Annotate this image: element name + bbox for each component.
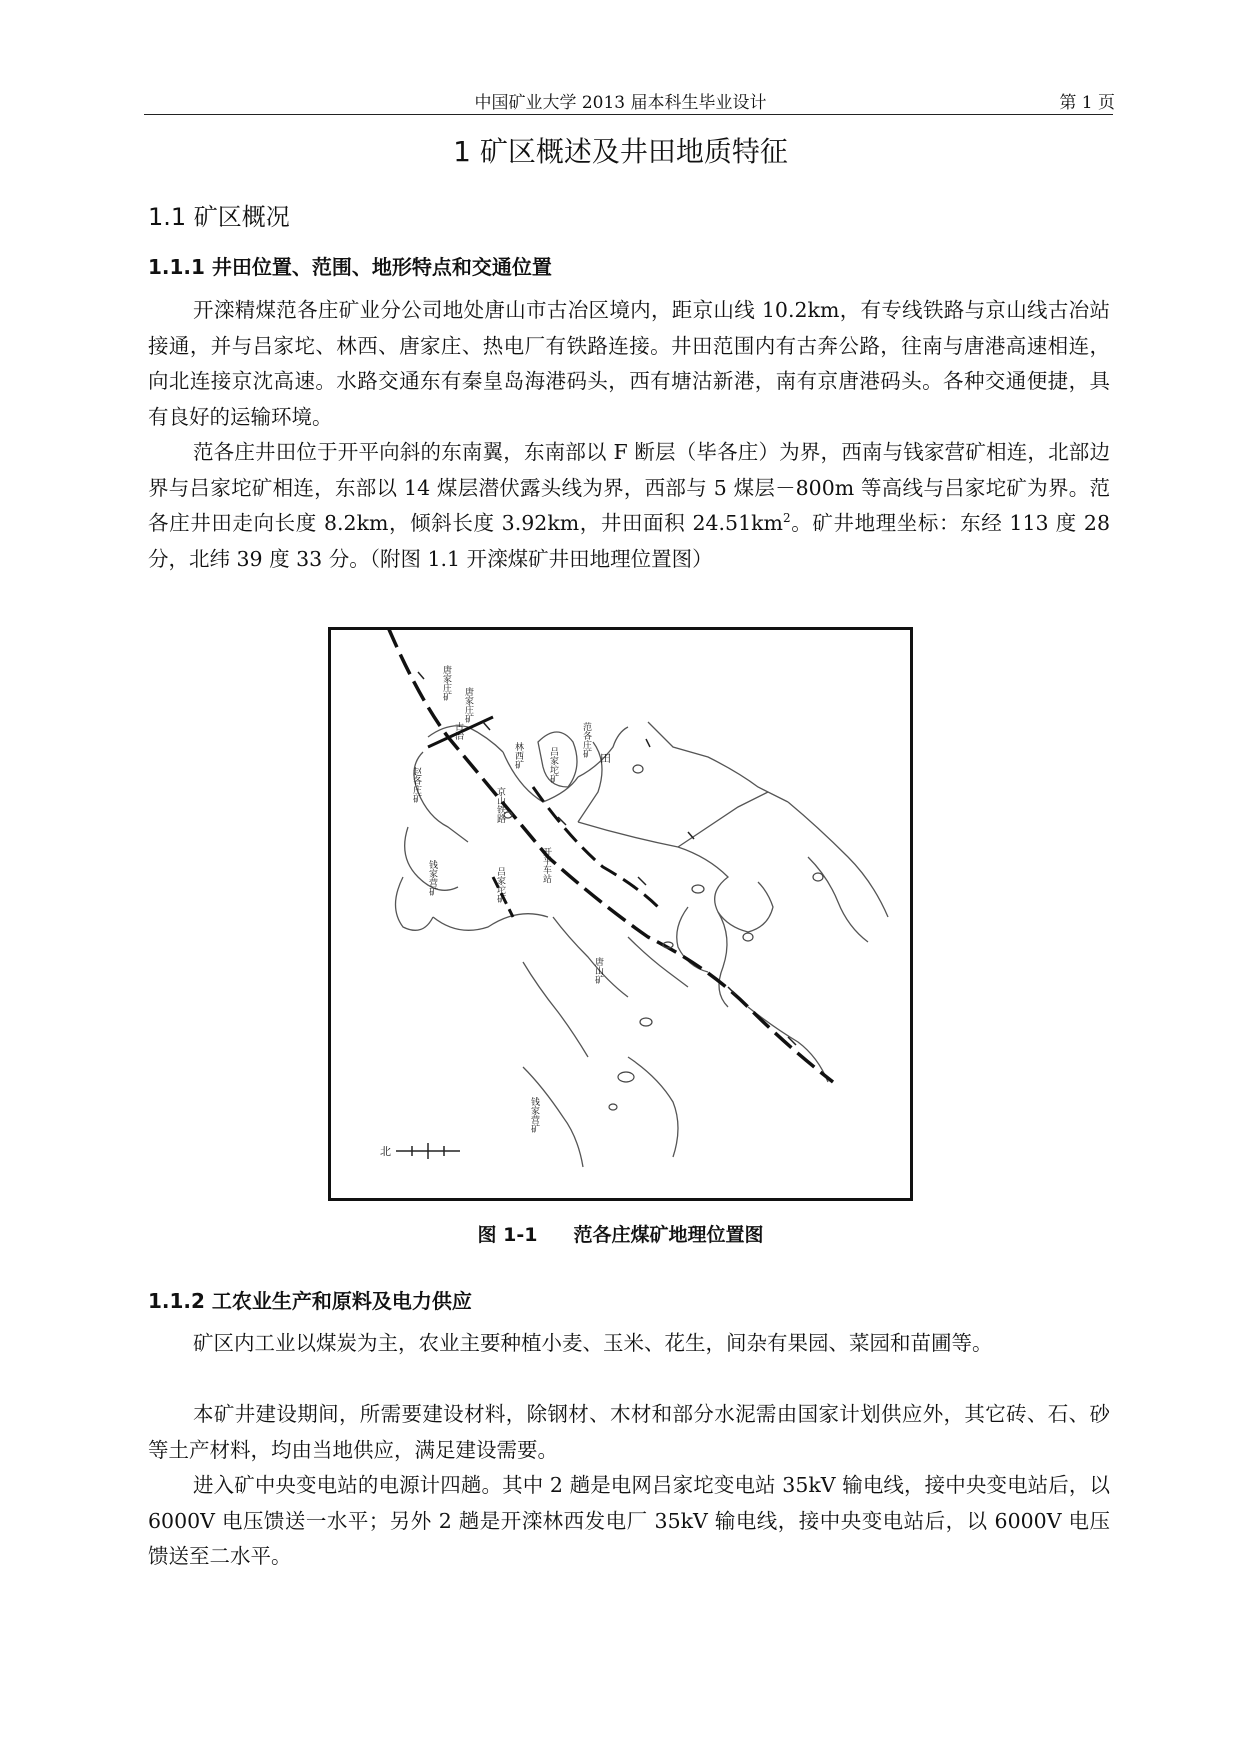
paragraph-industry: 矿区内工业以煤炭为主，农业主要种植小麦、玉米、花生，间杂有果园、菜园和苗圃等。 bbox=[193, 1331, 993, 1355]
section-heading-1-1-1: 1.1.1 井田位置、范围、地形特点和交通位置 bbox=[148, 255, 552, 279]
header-rule bbox=[144, 114, 1113, 115]
figure-number: 图 1-1 bbox=[477, 1224, 538, 1246]
map-label-tangshan: 唐山矿 bbox=[593, 957, 603, 984]
map-label-tangjiazhuang-right: 唐家庄矿 bbox=[463, 687, 473, 723]
map-label-north: 北 bbox=[380, 1145, 391, 1158]
header-title: 中国矿业大学 2013 届本科生毕业设计 bbox=[474, 93, 767, 113]
section-heading-1-1-2: 1.1.2 工农业生产和原料及电力供应 bbox=[148, 1289, 472, 1313]
paragraph-traffic: 开滦精煤范各庄矿业分公司地处唐山市古冶区境内，距京山线 10.2km，有专线铁路与京山线古冶站接通，并与吕家坨、林西、唐家庄、热电厂有铁路连接。井田范围内有古奔公路，往南与唐港高速相连，向北连接京沈高速。水路交通东有秦皇岛海港码头，西有塘沽新港，南有京唐港码头。各种交通便捷，具有良好的运输环境。 bbox=[148, 298, 1110, 429]
map-label-qianjiaying: 钱家营矿 bbox=[427, 860, 437, 896]
map-label-qianjiaying-south: 钱家营矿 bbox=[529, 1097, 539, 1133]
map-label-gu: 古冶 bbox=[453, 722, 463, 740]
map-label-tangjiazhuang-left: 唐家庄矿 bbox=[441, 665, 451, 701]
map-label-jingshan: 京山铁路 bbox=[495, 787, 505, 823]
map-label-tian: 田 bbox=[600, 752, 611, 765]
location-map bbox=[328, 627, 913, 1201]
paragraph-materials: 本矿井建设期间，所需要建设材料，除钢材、木材和部分水泥需由国家计划供应外，其它砖、石、砂等土产材料，均由当地供应，满足建设需要。 bbox=[148, 1402, 1110, 1462]
map-frame bbox=[330, 629, 912, 1200]
map-label-lvjia-south: 吕家坨矿 bbox=[495, 867, 505, 903]
map-label-kaiping: 开平车站 bbox=[541, 847, 551, 883]
chapter-title: 1 矿区概述及井田地质特征 bbox=[453, 135, 788, 168]
paragraph-power: 进入矿中央变电站的电源计四趟。其中 2 趟是电网吕家坨变电站 35kV 输电线，接中央变电站后，以 6000V 电压馈送一水平；另外 2 趟是开滦林西发电厂 35kV 输电线，接中央变电站后，以 6000V 电压馈送至二水平。 bbox=[148, 1473, 1110, 1568]
header-page-number: 第 1 页 bbox=[1059, 93, 1115, 113]
paragraph-boundaries-text-a: 范各庄井田位于开平向斜的东南翼，东南部以 F 断层（毕各庄）为界，西南与钱家营矿相连，北部边界与吕家坨矿相连，东部以 14 煤层潜伏露头线为界，西部与 5 煤层－800m 等高线与吕家坨矿为界。范各庄井田走向长度 8.2km，倾斜长度 3.92km，井田面积 24.51km bbox=[148, 440, 1110, 535]
figure-caption bbox=[0, 1220, 1241, 1247]
map-label-fangezhuang: 范各庄矿 bbox=[581, 722, 591, 758]
figure-title: 范各庄煤矿地理位置图 bbox=[573, 1224, 764, 1246]
map-label-linxi: 林西矿 bbox=[513, 742, 523, 769]
map-label-zhaogezhuang: 赵各庄矿 bbox=[411, 767, 421, 803]
section-heading-1-1: 1.1 矿区概况 bbox=[148, 203, 290, 231]
paragraph-boundaries bbox=[148, 435, 1110, 577]
superscript-2: 2 bbox=[783, 511, 791, 526]
map-label-lvjiatuo: 吕家坨矿 bbox=[548, 747, 558, 783]
paragraph-boundaries-text-b: 。矿井地理坐标：东经 113 度 28 分，北纬 39 度 33 分。（附图 1.1 开滦煤矿井田地理位置图） bbox=[148, 511, 1110, 571]
